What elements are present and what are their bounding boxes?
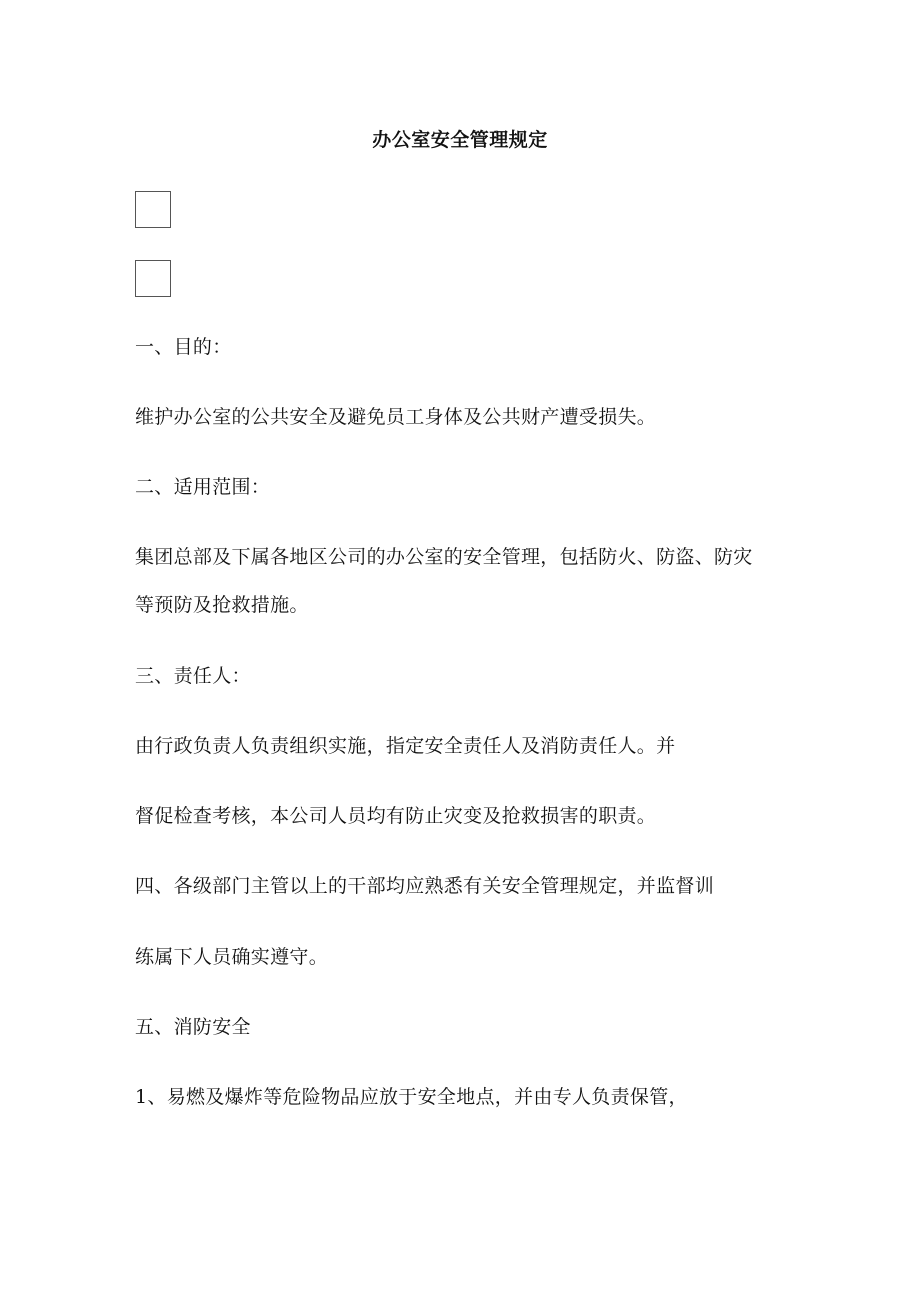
section-heading-purpose: 一、目的： [135,336,232,358]
checkbox-1[interactable] [135,191,171,228]
section-four-line-1: 四、各级部门主管以上的干部均应熟悉有关安全管理规定，并监督训 [135,875,715,897]
paragraph-responsible-line-2: 督促检查考核，本公司人员均有防止灾变及抢救损害的职责。 [135,805,657,827]
section-four-line-2: 练属下人员确实遵守。 [135,946,329,968]
paragraph-scope-line-1: 集团总部及下属各地区公司的办公室的安全管理，包括防火、防盗、防灾 [135,546,753,568]
checkbox-2[interactable] [135,260,171,297]
paragraph-responsible-line-1: 由行政负责人负责组织实施，指定安全责任人及消防责任人。并 [135,735,676,757]
paragraph-purpose: 维护办公室的公共安全及避免员工身体及公共财产遭受损失。 [135,406,657,428]
list-item-1-number: 1 [135,1086,148,1108]
section-heading-responsible: 三、责任人： [135,665,251,687]
document-title: 办公室安全管理规定 [372,129,548,151]
section-heading-scope: 二、适用范围： [135,476,271,498]
list-item-1 [135,1083,688,1111]
section-heading-fire-safety: 五、消防安全 [135,1016,251,1038]
list-item-1-text: 、易燃及爆炸等危险物品应放于安全地点，并由专人负责保管， [147,1086,688,1108]
paragraph-scope-line-2: 等预防及抢救措施。 [135,594,309,616]
